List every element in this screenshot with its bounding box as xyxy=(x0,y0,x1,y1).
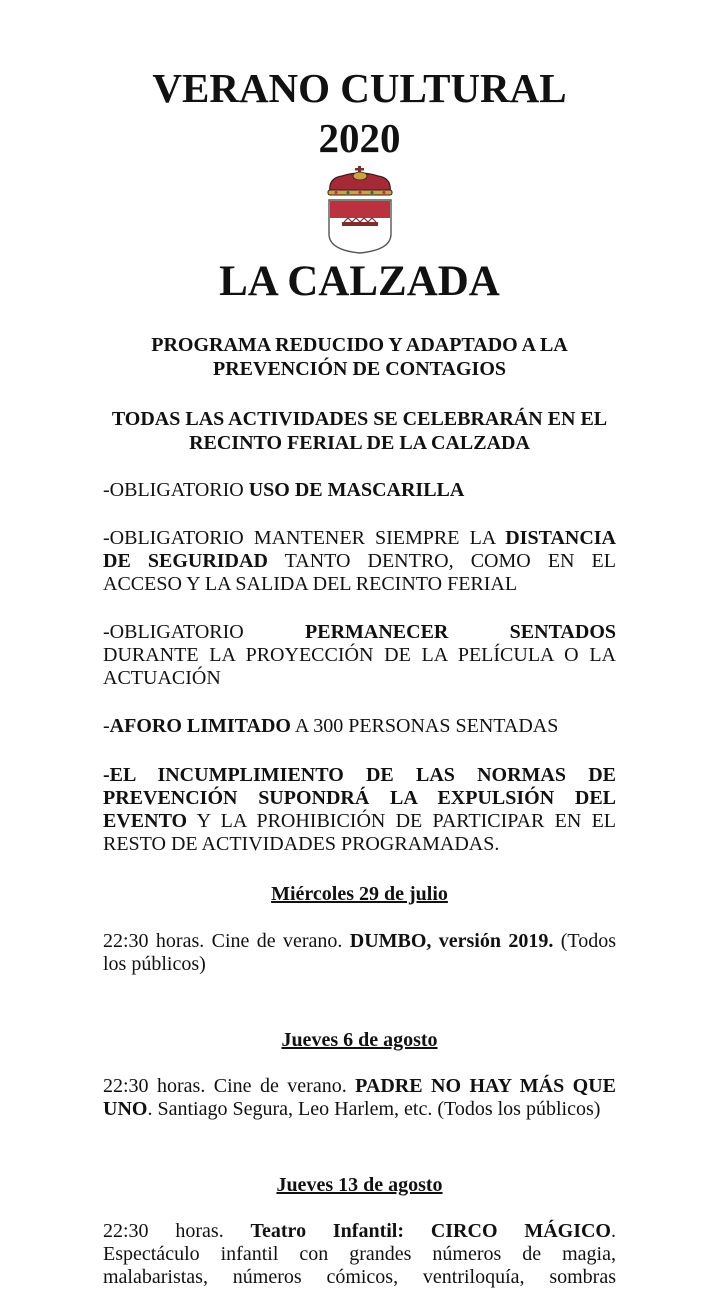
rule-capacity: -AFORO LIMITADO A 300 PERSONAS SENTADAS xyxy=(103,715,559,737)
page-title-year: 2020 xyxy=(318,115,401,161)
page-title: VERANO CULTURAL xyxy=(152,65,567,111)
program-subtitle: PROGRAMA REDUCIDO Y ADAPTADO A LA PREVENCIÓN DE CONTAGIOS xyxy=(151,334,568,380)
town-name: LA CALZADA xyxy=(219,258,500,305)
coat-of-arms-icon xyxy=(324,166,396,254)
venue-notice: TODAS LAS ACTIVIDADES SE CELEBRARÁN EN EL RECINTO FERIAL DE LA CALZADA xyxy=(111,408,608,454)
rule-seated: -OBLIGATORIO PERMANECER SENTADOS DURANTE LA PROYECCIÓN DE LA PELÍCULA O LA ACTUACIÓN xyxy=(103,621,616,689)
rule-mask: -OBLIGATORIO USO DE MASCARILLA xyxy=(103,479,465,501)
rule-penalty: -EL INCUMPLIMIENTO DE LAS NORMAS DE PREVENCIÓN SUPONDRÁ LA EXPULSIÓN DEL EVENTO Y LA PROHIBICIÓN DE PARTICIPAR EN EL RESTO DE ACTIVIDADES PROGRAMADAS. xyxy=(103,764,616,855)
event-description-3: 22:30 horas. Teatro Infantil: CIRCO MÁGICO. Espectáculo infantil con grandes números de magia, malabaristas, números cómicos, ventriloquía, sombras xyxy=(103,1220,616,1288)
event-description-1: 22:30 horas. Cine de verano. DUMBO, versión 2019. (Todos los públicos) xyxy=(103,930,616,975)
rule-distance: -OBLIGATORIO MANTENER SIEMPRE LA DISTANCIA DE SEGURIDAD TANTO DENTRO, COMO EN EL ACCESO Y LA SALIDA DEL RECINTO FERIAL xyxy=(103,527,616,595)
event-date-3: Jueves 13 de agosto xyxy=(276,1174,443,1196)
event-date-2: Jueves 6 de agosto xyxy=(281,1029,438,1051)
event-description-2: 22:30 horas. Cine de verano. PADRE NO HAY MÁS QUE UNO. Santiago Segura, Leo Harlem, etc. (Todos los públicos) xyxy=(103,1075,616,1120)
event-date-1: Miércoles 29 de julio xyxy=(271,883,448,905)
